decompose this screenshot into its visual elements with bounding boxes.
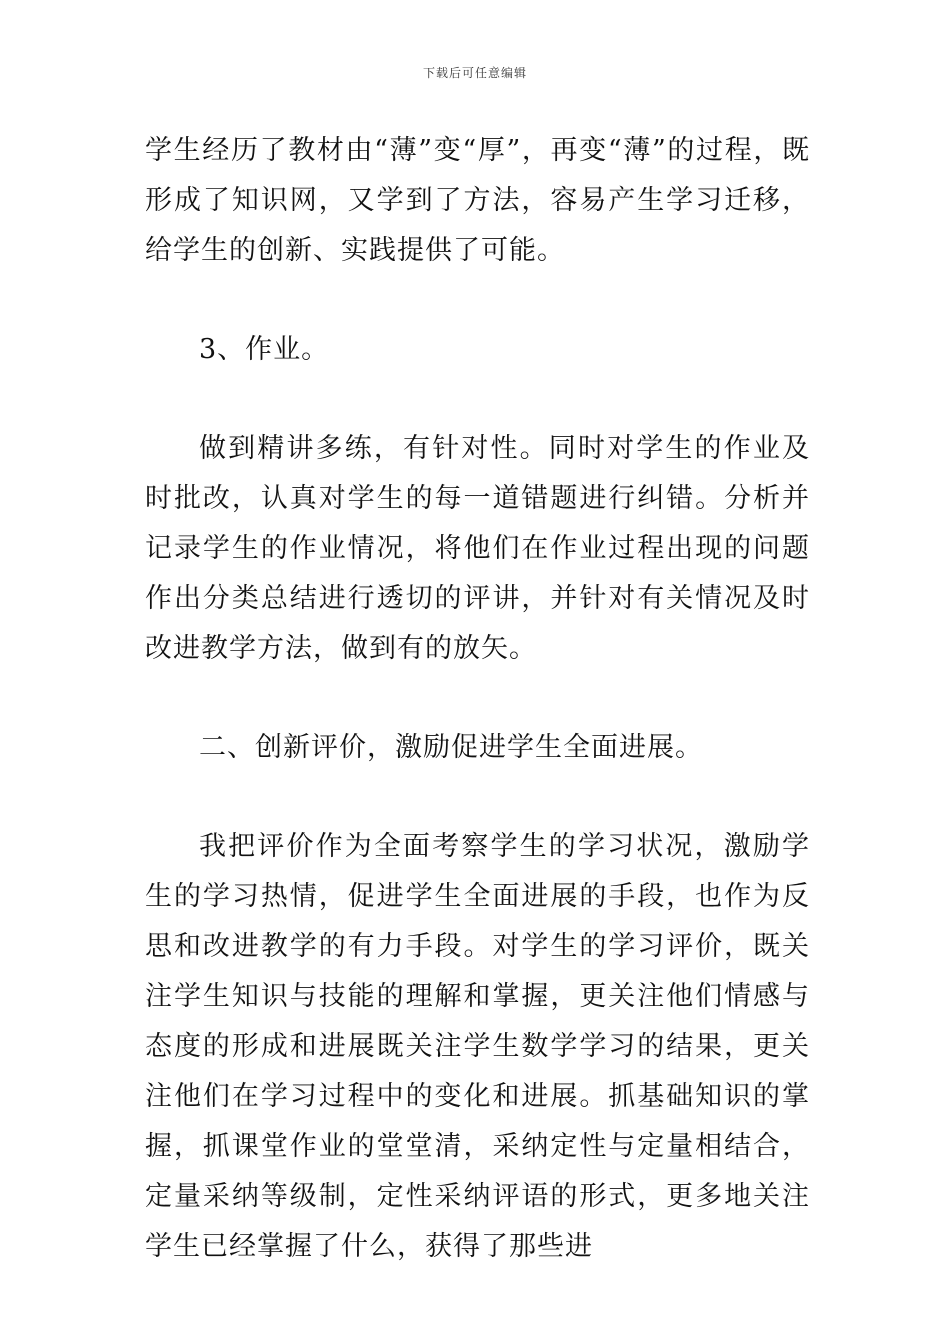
section-heading-homework: 3、作业。 [199, 334, 330, 365]
page-header-note: 下载后可任意编辑 [422, 66, 527, 80]
paragraph-homework: 做到精讲多练，有针对性。同时对学生的作业及时批改，认真对学生的每一道错题进行纠错。分析并记录学生的作业情况，将他们在作业过程出现的问题作出分类总结进行透切的评讲，并针对有关情况及时改进教学方法，做到有的放矢。 [145, 433, 810, 664]
document-body [145, 126, 810, 1272]
paragraph-1: 学生经历了教材由“薄”变“厚”，再变“薄”的过程，既形成了知识网，又学到了方法，容易产生学习迁移，给学生的创新、实践提供了可能。 [145, 135, 810, 266]
paragraph-gap [145, 276, 810, 325]
paragraph-gap [145, 674, 810, 723]
paragraph-gap [145, 773, 810, 822]
paragraph-gap [145, 375, 810, 424]
section-heading-evaluation: 二、创新评价，激励促进学生全面进展。 [199, 732, 703, 763]
paragraph-evaluation: 我把评价作为全面考察学生的学习状况，激励学生的学习热情，促进学生全面进展的手段，也作为反思和改进教学的有力手段。对学生的学习评价，既关注学生知识与技能的理解和掌握，更关注他们情感与态度的形成和进展既关注学生数学学习的结果，更关注他们在学习过程中的变化和进展。抓基础知识的掌握，抓课堂作业的堂堂清，采纳定性与定量相结合，定量采纳等级制，定性采纳评语的形式，更多地关注学生已经掌握了什么，获得了那些进 [145, 831, 810, 1262]
